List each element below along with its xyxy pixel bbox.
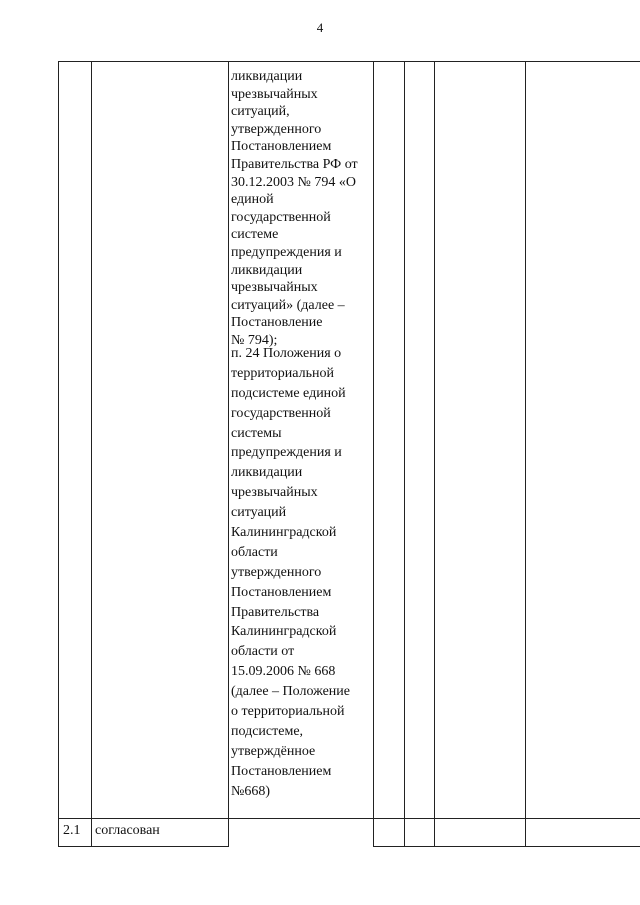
table-border-col-7 [525, 61, 526, 847]
cell-text-line: Калининградской [231, 525, 337, 541]
page-number: 4 [316, 20, 324, 35]
table-border-col-3 [228, 61, 229, 847]
cell-text-line: чрезвычайных [231, 280, 318, 296]
continued-cell-text-part1 [231, 68, 358, 350]
cell-text-line: Постановление [231, 315, 323, 331]
row-number-2-1: 2.1 [63, 823, 81, 838]
cell-text-line: Правительства [231, 604, 320, 620]
cell-text-line: 15.09.2006 № 668 [231, 664, 336, 680]
cell-text-line: подсистеме единой [231, 385, 346, 401]
cell-text-line: Постановлением [231, 139, 332, 155]
cell-text-line: чрезвычайных [231, 485, 318, 501]
cell-text-line: государственной [231, 209, 331, 225]
cell-text-line: ситуаций, [231, 104, 290, 120]
cell-text-line: ликвидации [231, 465, 303, 481]
continued-cell-text-part2 [231, 344, 350, 801]
cell-text-line: подсистеме, [231, 723, 304, 739]
table-border-row-separator [58, 818, 640, 819]
table-border-col-1 [58, 61, 59, 847]
cell-text-line: территориальной [231, 365, 334, 381]
table-border-bottom-right [373, 846, 640, 847]
cell-text-line: предупреждения и [231, 244, 342, 260]
table-border-col-6 [434, 61, 435, 847]
cell-text-line: утвержденного [231, 564, 322, 580]
cell-text-line: утверждённое [231, 743, 316, 759]
cell-text-line: государственной [231, 405, 331, 421]
table-border-col-2 [91, 61, 92, 847]
cell-text-line: области [231, 544, 278, 560]
cell-text-line: системы [231, 425, 282, 441]
cell-text-line: Калининградской [231, 624, 337, 640]
cell-text-line: ситуаций [231, 505, 287, 521]
cell-text-line: Постановлением [231, 763, 332, 779]
cell-text-line: (далее – Положение [231, 684, 350, 700]
cell-text-line: Постановлением [231, 584, 332, 600]
cell-text-line: утвержденного [231, 121, 322, 137]
cell-text-line: ликвидации [231, 69, 303, 84]
cell-text-line: области от [231, 644, 295, 660]
cell-text-line: ликвидации [231, 262, 303, 278]
cell-text-line: №668) [231, 783, 271, 799]
table-border-col-5 [404, 61, 405, 847]
table-border-col-4 [373, 61, 374, 847]
cell-text-line: предупреждения и [231, 445, 342, 461]
cell-text-line: единой [231, 192, 274, 208]
cell-text-line: № 794); [231, 332, 278, 348]
cell-text-line: Правительства РФ от [231, 156, 358, 172]
cell-text-line: о территориальной [231, 704, 345, 720]
cell-text-line: ситуаций» (далее – [231, 297, 345, 313]
cell-text-line: 30.12.2003 № 794 «О [231, 174, 356, 190]
cell-text-line: чрезвычайных [231, 86, 318, 102]
table-border-bottom-left [58, 846, 229, 847]
row-label-agreed: согласован [95, 823, 160, 838]
table-border-top [58, 61, 640, 62]
cell-text-line: п. 24 Положения о [231, 346, 342, 361]
cell-text-line: системе [231, 227, 279, 243]
